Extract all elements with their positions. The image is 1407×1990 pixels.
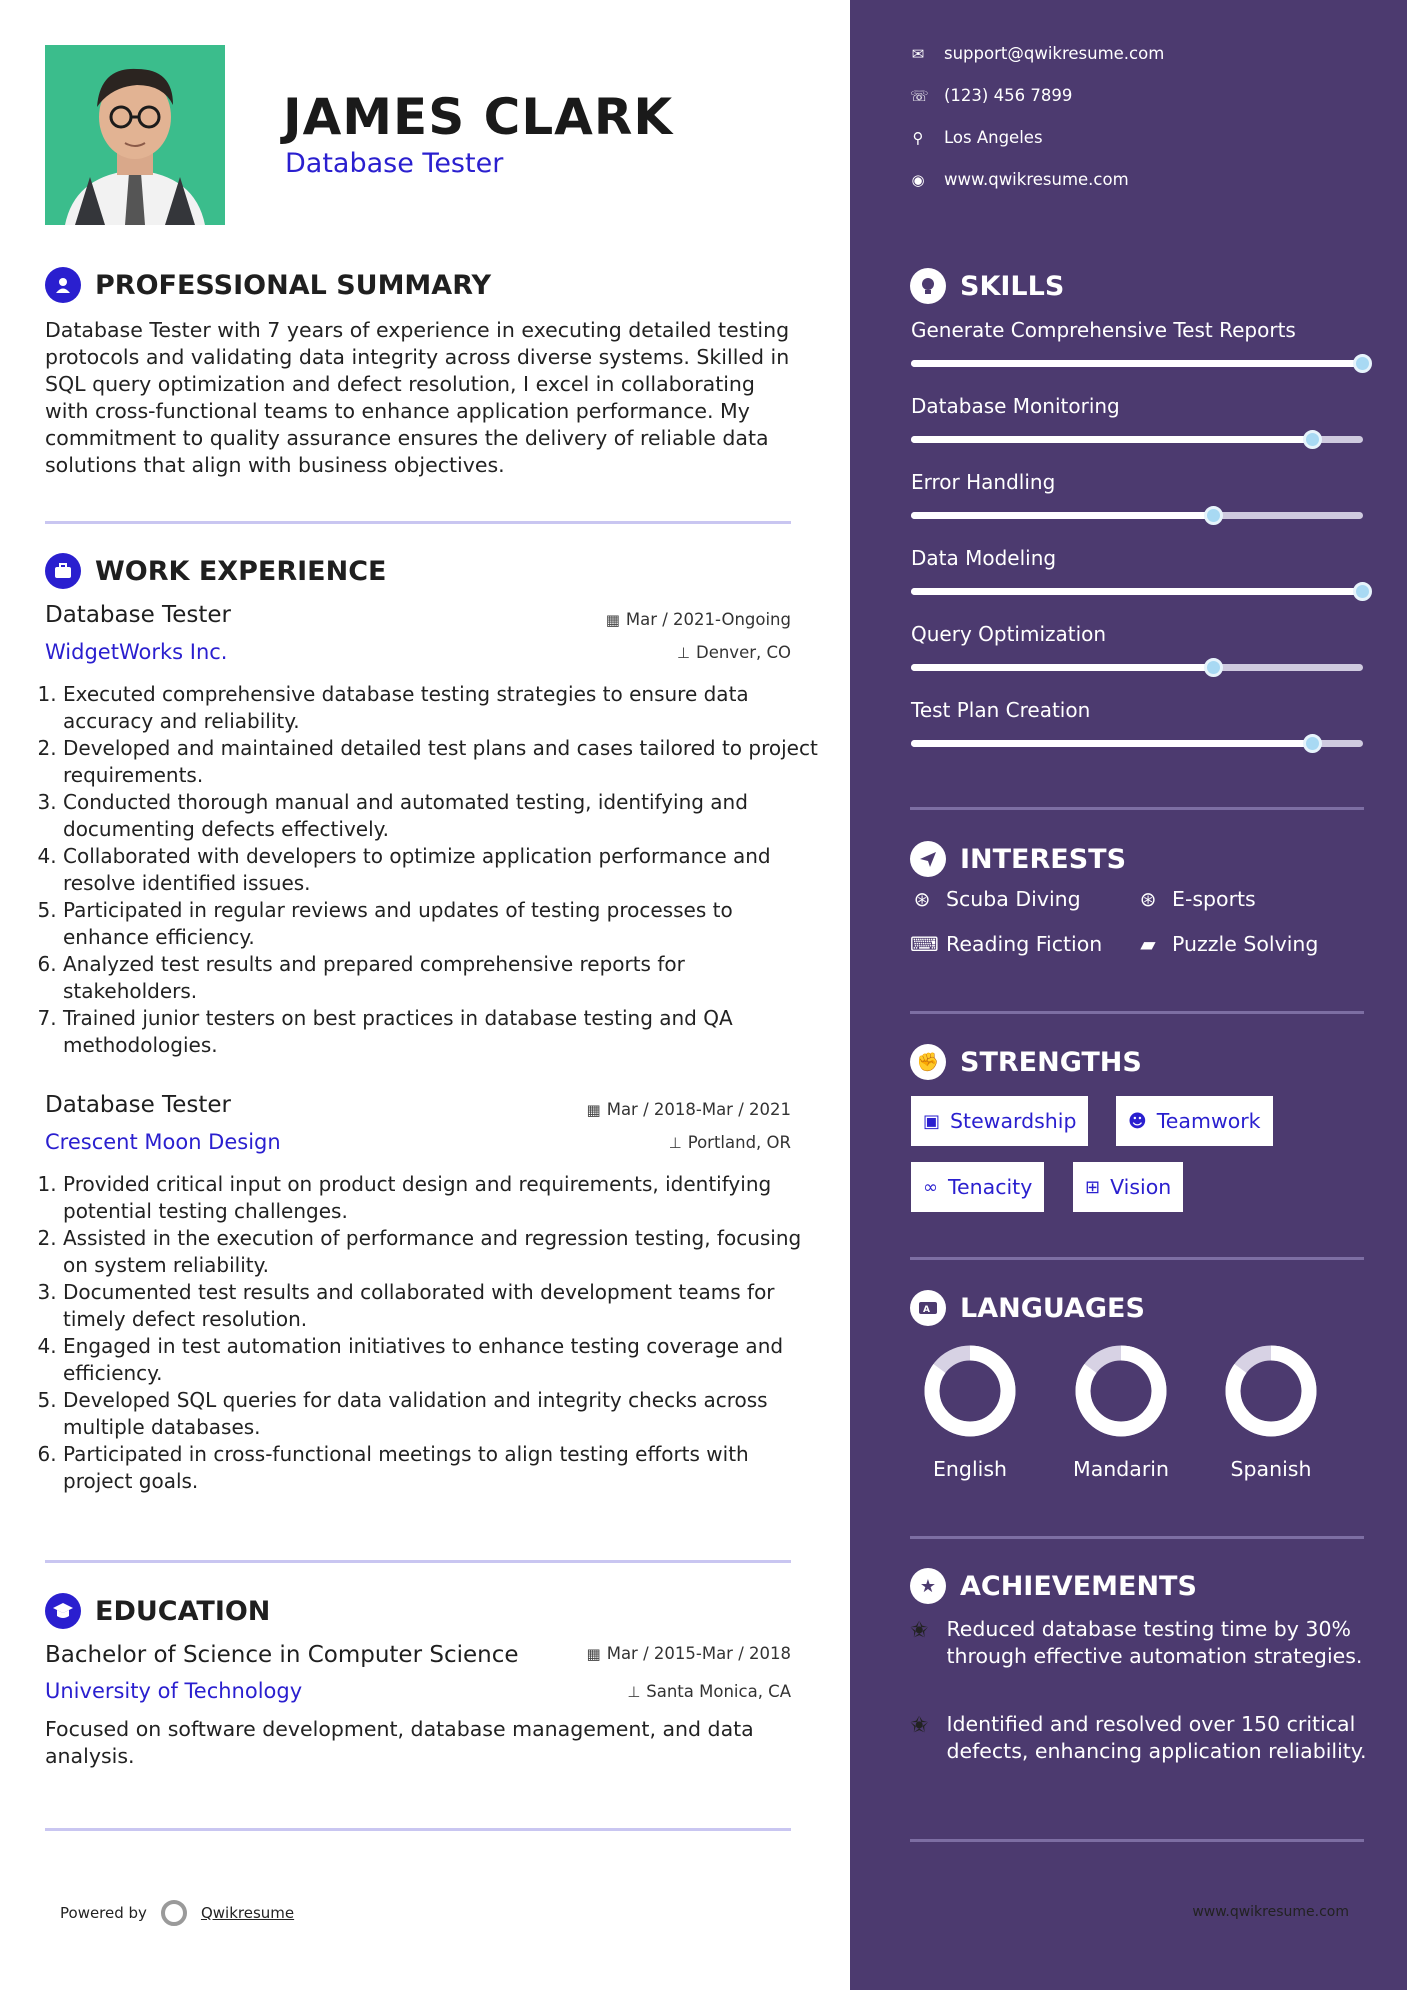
brand-link[interactable]: Qwikresume bbox=[200, 1904, 295, 1922]
fist-icon: ✊ bbox=[910, 1044, 946, 1080]
list-item: 6. Analyzed test results and prepared comprehensive reports for stakeholders. bbox=[63, 951, 818, 1005]
achievement-item bbox=[910, 1616, 1370, 1670]
skill-level-knob bbox=[1204, 506, 1223, 525]
list-item: 3. Conducted thorough manual and automated testing, identifying and documenting defects effectively. bbox=[63, 789, 818, 843]
education-date bbox=[587, 1644, 791, 1663]
contact-website[interactable] bbox=[910, 170, 1129, 189]
interest-item bbox=[910, 932, 1102, 956]
skill-label: Query Optimization bbox=[911, 622, 1107, 646]
sidebar-divider bbox=[910, 1536, 1364, 1539]
list-item: 1. Executed comprehensive database testing strategies to ensure data accuracy and reliability. bbox=[63, 681, 818, 735]
skill-level-fill bbox=[911, 588, 1363, 595]
binoculars-icon: ⊞ bbox=[1085, 1176, 1101, 1198]
skill-level-fill bbox=[911, 360, 1363, 367]
contact-email-text: support@qwikresume.com bbox=[944, 44, 1165, 63]
pin-icon: ⊥ bbox=[676, 643, 690, 662]
skill-level-bar bbox=[911, 740, 1363, 747]
skill-level-bar bbox=[911, 664, 1363, 671]
strengths-heading: STRENGTHS bbox=[960, 1046, 1142, 1078]
job-location bbox=[669, 1133, 791, 1152]
skill-label: Test Plan Creation bbox=[911, 698, 1091, 722]
skill-level-bar bbox=[911, 360, 1363, 367]
calendar-icon: ▦ bbox=[605, 610, 620, 629]
education-description: Focused on software development, database management, and data analysis. bbox=[45, 1717, 754, 1768]
interest-label: Puzzle Solving bbox=[1172, 932, 1319, 956]
star-icon: ✬ bbox=[910, 1713, 929, 1738]
contact-phone-text: (123) 456 7899 bbox=[944, 86, 1073, 105]
skill-level-fill bbox=[911, 664, 1214, 671]
interests-heading: INTERESTS bbox=[960, 843, 1127, 875]
language-label: Spanish bbox=[1230, 1457, 1312, 1481]
job-company: Crescent Moon Design bbox=[45, 1130, 281, 1154]
contact-location-text: Los Angeles bbox=[944, 128, 1043, 147]
experience-heading: WORK EXPERIENCE bbox=[95, 555, 387, 587]
sidebar-divider bbox=[910, 807, 1364, 810]
strength-label: Vision bbox=[1110, 1175, 1172, 1199]
list-item: 1. Provided critical input on product design and requirements, identifying potential testing challenges. bbox=[63, 1171, 818, 1225]
skill-label: Database Monitoring bbox=[911, 394, 1120, 418]
section-divider bbox=[45, 1560, 791, 1563]
strength-chip bbox=[1116, 1096, 1273, 1146]
degree-title: Bachelor of Science in Computer Science bbox=[45, 1642, 519, 1668]
summary-text: Database Tester with 7 years of experience in executing detailed testing protocols and validating data integrity across diverse systems. Skilled in SQL query optimization and defect resolution, I excel in collaborating with cross-functional teams to enhance application performance. My commitment to quality assurance ensures the delivery of reliable data solutions that align with business objectives. bbox=[45, 318, 790, 477]
sidebar-divider bbox=[910, 1011, 1364, 1014]
job-title: Database Tester bbox=[45, 1092, 231, 1118]
candidate-title: Database Tester bbox=[285, 148, 504, 179]
achievements-heading: ACHIEVEMENTS bbox=[960, 1570, 1197, 1602]
language-item bbox=[905, 1343, 1035, 1481]
education-date-text: Mar / 2015-Mar / 2018 bbox=[606, 1644, 791, 1663]
footer-website[interactable]: www.qwikresume.com bbox=[1192, 1904, 1349, 1920]
star-icon: ✬ bbox=[910, 1618, 929, 1643]
candidate-name: JAMES CLARK bbox=[283, 88, 674, 146]
language-level-ring bbox=[1073, 1343, 1169, 1439]
job-responsibilities bbox=[45, 681, 818, 1059]
language-label: English bbox=[932, 1457, 1008, 1481]
interests-header bbox=[910, 841, 1126, 877]
sidebar-divider bbox=[910, 1839, 1364, 1842]
briefcase-icon bbox=[45, 553, 81, 589]
list-item: 6. Participated in cross-functional meetings to align testing efforts with project goals. bbox=[63, 1441, 818, 1495]
profile-photo bbox=[45, 45, 225, 225]
skill-label: Generate Comprehensive Test Reports bbox=[911, 318, 1296, 342]
contact-location bbox=[910, 128, 1043, 147]
experience-header bbox=[45, 553, 386, 589]
interest-label: E-sports bbox=[1172, 887, 1256, 911]
svg-text:A: A bbox=[923, 1305, 930, 1315]
list-item: 5. Participated in regular reviews and updates of testing processes to enhance efficiency. bbox=[63, 897, 818, 951]
skill-label: Data Modeling bbox=[911, 546, 1057, 570]
users-icon: ☻ bbox=[1128, 1110, 1147, 1132]
toolbox-icon: ▣ bbox=[923, 1110, 941, 1132]
job-location-text: Portland, OR bbox=[687, 1133, 791, 1152]
skill-label: Error Handling bbox=[911, 470, 1056, 494]
languages-heading: LANGUAGES bbox=[960, 1292, 1145, 1324]
language-item bbox=[1206, 1343, 1336, 1481]
interest-item bbox=[1136, 932, 1318, 956]
skill-level-fill bbox=[911, 436, 1313, 443]
strength-chip bbox=[911, 1162, 1044, 1212]
list-item: 4. Engaged in test automation initiatives to enhance testing coverage and efficiency. bbox=[63, 1333, 818, 1387]
interest-item bbox=[1136, 887, 1256, 911]
list-item: 5. Developed SQL queries for data validation and integrity checks across multiple databases. bbox=[63, 1387, 818, 1441]
list-item: 2. Assisted in the execution of performance and regression testing, focusing on system reliability. bbox=[63, 1225, 818, 1279]
graduation-icon bbox=[45, 1593, 81, 1629]
contact-phone[interactable] bbox=[910, 86, 1072, 105]
job-date-text: Mar / 2021-Ongoing bbox=[625, 610, 791, 629]
strength-label: Stewardship bbox=[950, 1109, 1077, 1133]
job-location bbox=[677, 643, 791, 662]
job-date bbox=[606, 610, 791, 629]
star-badge-icon: ★ bbox=[910, 1568, 946, 1604]
skills-heading: SKILLS bbox=[960, 270, 1065, 302]
interest-label: Reading Fiction bbox=[946, 932, 1103, 956]
skill-level-knob bbox=[1204, 658, 1223, 677]
user-icon bbox=[45, 267, 81, 303]
skills-header bbox=[910, 268, 1064, 304]
paper-plane-icon bbox=[910, 841, 946, 877]
skill-level-knob bbox=[1353, 582, 1372, 601]
skill-level-bar bbox=[911, 512, 1363, 519]
list-item: 2. Developed and maintained detailed test plans and cases tailored to project requirements. bbox=[63, 735, 818, 789]
achievement-text: Identified and resolved over 150 critical defects, enhancing application reliability. bbox=[946, 1712, 1367, 1763]
lifebuoy-icon: ⊛ bbox=[913, 887, 931, 911]
list-item: 3. Documented test results and collaborated with development teams for timely defect resolution. bbox=[63, 1279, 818, 1333]
languages-header bbox=[910, 1290, 1145, 1326]
calendar-icon: ▦ bbox=[586, 1100, 601, 1119]
job-date-text: Mar / 2018-Mar / 2021 bbox=[606, 1100, 791, 1119]
powered-by-label: Powered by bbox=[60, 1904, 147, 1922]
achievement-text: Reduced database testing time by 30% through effective automation strategies. bbox=[946, 1617, 1363, 1668]
skill-level-fill bbox=[911, 512, 1214, 519]
contact-email[interactable] bbox=[910, 44, 1164, 63]
education-header bbox=[45, 1593, 270, 1629]
strengths-header bbox=[910, 1044, 1142, 1080]
interest-item bbox=[910, 887, 1081, 911]
list-item: 7. Trained junior testers on best practices in database testing and QA methodologies. bbox=[63, 1005, 818, 1059]
job-responsibilities bbox=[45, 1171, 818, 1495]
skill-level-bar bbox=[911, 436, 1363, 443]
profile-photo-graphic bbox=[45, 45, 225, 225]
pin-icon: ⊥ bbox=[627, 1682, 641, 1701]
link-icon: ∞ bbox=[923, 1176, 938, 1198]
job-date bbox=[587, 1100, 791, 1119]
strength-chip bbox=[911, 1096, 1088, 1146]
globe-icon: ◉ bbox=[911, 170, 925, 189]
language-item bbox=[1056, 1343, 1186, 1481]
education-location-text: Santa Monica, CA bbox=[646, 1682, 791, 1701]
strength-chip bbox=[1073, 1162, 1183, 1212]
language-label: Mandarin bbox=[1073, 1457, 1169, 1481]
contact-website-text: www.qwikresume.com bbox=[944, 170, 1129, 189]
job-location-text: Denver, CO bbox=[695, 643, 791, 662]
skill-level-fill bbox=[911, 740, 1313, 747]
strength-label: Tenacity bbox=[948, 1175, 1033, 1199]
section-divider bbox=[45, 1828, 791, 1831]
section-divider bbox=[45, 521, 791, 524]
summary-header bbox=[45, 267, 491, 303]
lightbulb-icon bbox=[910, 268, 946, 304]
education-heading: EDUCATION bbox=[95, 1595, 271, 1627]
achievement-item bbox=[910, 1711, 1370, 1765]
list-item: 4. Collaborated with developers to optimize application performance and resolve identified issues. bbox=[63, 843, 818, 897]
phone-icon: ☏ bbox=[910, 86, 929, 105]
sidebar-divider bbox=[910, 1257, 1364, 1260]
gamepad-icon: ⌨ bbox=[910, 932, 939, 956]
school-name: University of Technology bbox=[45, 1679, 303, 1703]
interest-label: Scuba Diving bbox=[946, 887, 1081, 911]
envelope-icon: ✉ bbox=[911, 44, 925, 63]
pin-icon: ⊥ bbox=[668, 1133, 682, 1152]
language-level-ring bbox=[1223, 1343, 1319, 1439]
map-pin-icon: ⚲ bbox=[912, 128, 924, 147]
language-icon bbox=[910, 1290, 946, 1326]
lifebuoy-icon: ⊛ bbox=[1139, 887, 1157, 911]
calendar-icon: ▦ bbox=[586, 1644, 601, 1663]
qwikresume-logo-icon bbox=[161, 1900, 187, 1926]
skill-level-knob bbox=[1353, 354, 1372, 373]
skill-level-bar bbox=[911, 588, 1363, 595]
summary-heading: PROFESSIONAL SUMMARY bbox=[95, 269, 492, 301]
strength-label: Teamwork bbox=[1156, 1109, 1261, 1133]
education-location bbox=[627, 1682, 791, 1701]
job-title: Database Tester bbox=[45, 602, 231, 628]
language-level-ring bbox=[922, 1343, 1018, 1439]
achievements-header bbox=[910, 1568, 1197, 1604]
book-icon: ▰ bbox=[1140, 932, 1156, 956]
footer-branding bbox=[60, 1900, 294, 1926]
job-company: WidgetWorks Inc. bbox=[45, 640, 228, 664]
